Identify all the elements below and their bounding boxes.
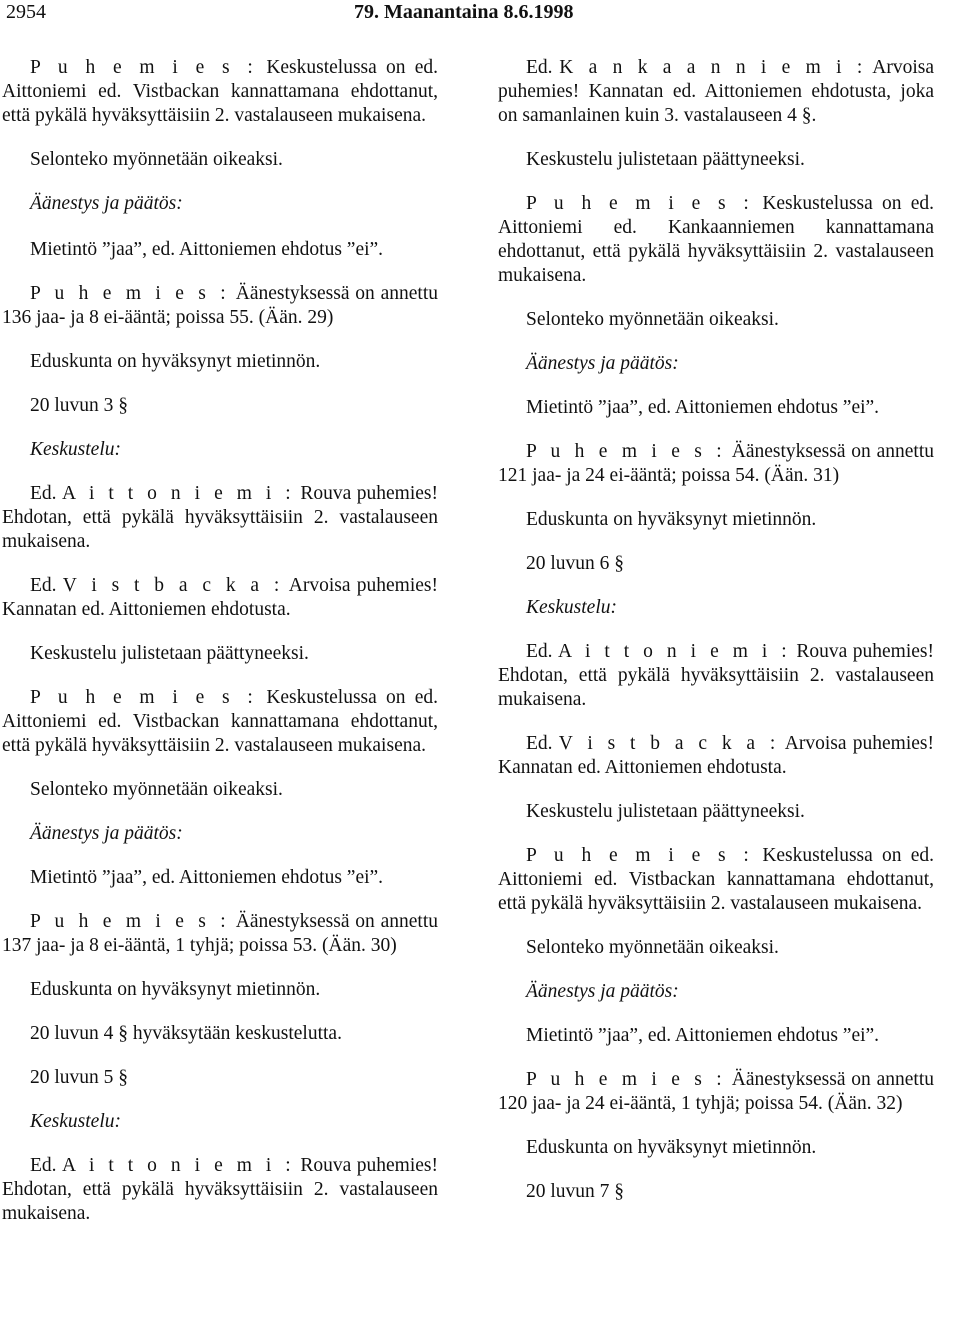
paragraph-text: Mietintö ”jaa”, ed. Aittoniemen ehdotus ”ei”. xyxy=(526,1025,880,1046)
paragraph xyxy=(498,1024,934,1048)
speaker-name: A i t t o n i e m i : xyxy=(61,1155,296,1176)
right-column xyxy=(498,56,934,1224)
paragraph xyxy=(2,866,438,890)
paragraph-text: Rouva puhemies! Ehdotan, että pykälä hyväksyttäisiin 2. vastalauseen mukaisena. xyxy=(2,1155,438,1224)
paragraph-text: Keskustelu julistetaan päättyneeksi. xyxy=(526,801,805,822)
paragraph xyxy=(498,508,934,532)
section-heading xyxy=(2,438,438,462)
paragraph xyxy=(498,640,934,712)
section-heading xyxy=(2,192,438,216)
heading-text: Keskustelu: xyxy=(526,597,617,618)
paragraph xyxy=(2,686,438,758)
heading-text: Keskustelu: xyxy=(30,1111,121,1132)
paragraph-text: Selonteko myönnetään oikeaksi. xyxy=(526,309,779,330)
paragraph-text: Mietintö ”jaa”, ed. Aittoniemen ehdotus ”ei”. xyxy=(30,867,384,888)
speaker-name: P u h e m i e s : xyxy=(30,911,230,932)
paragraph-text: Keskustelussa on ed. Aittoniemi ed. Kankaanniemen kannattamana ehdottanut, että pykälä hyväksyttäisiin 2. vastalauseen mukaisena. xyxy=(498,193,934,286)
page-number: 2954 xyxy=(6,1,46,23)
heading-text: Äänestys ja päätös: xyxy=(526,353,679,374)
paragraph-text: Keskustelussa on ed. Aittoniemi ed. Vistbackan kannattamana ehdottanut, että pykälä hyväksyttäisiin 2. vastalauseen mukaisena. xyxy=(2,687,438,756)
prefix-text: Ed. xyxy=(30,483,62,504)
speaker-name: V i s t b a c k a : xyxy=(62,575,284,596)
paragraph-text: Eduskunta on hyväksynyt mietinnön. xyxy=(526,1137,817,1158)
speaker-name: P u h e m i e s : xyxy=(526,845,754,866)
paragraph xyxy=(498,1068,934,1116)
paragraph-text: Äänestyksessä on annettu 137 jaa- ja 8 ei-ääntä, 1 tyhjä; poissa 53. (Ään. 30) xyxy=(2,911,439,956)
section-number xyxy=(498,552,934,576)
speaker-name: P u h e m i e s : xyxy=(30,283,230,304)
section-heading xyxy=(498,980,934,1004)
paragraph-text: Arvoisa puhemies! Kannatan ed. Aittoniemen ehdotusta. xyxy=(498,733,935,778)
heading-text: Keskustelu: xyxy=(30,439,121,460)
paragraph-text: Arvoisa puhemies! Kannatan ed. Aittoniemen ehdotusta, joka on samanlainen kuin 3. vastalauseen 4 §. xyxy=(498,57,934,126)
section-heading xyxy=(2,822,438,846)
prefix-text: Ed. xyxy=(30,1155,62,1176)
section-heading xyxy=(2,1110,438,1134)
paragraph-text: Keskustelussa on ed. Aittoniemi ed. Vistbackan kannattamana ehdottanut, että pykälä hyväksyttäisiin 2. vastalauseen mukaisena. xyxy=(498,845,934,914)
paragraph-text: Arvoisa puhemies! Kannatan ed. Aittoniemen ehdotusta. xyxy=(2,575,439,620)
speaker-name: P u h e m i e s : xyxy=(526,193,754,214)
speaker-name: P u h e m i e s : xyxy=(526,1069,726,1090)
paragraph xyxy=(498,1136,934,1160)
paragraph-text: 20 luvun 4 § hyväksytään keskustelutta. xyxy=(30,1023,342,1044)
paragraph-text: Keskustelu julistetaan päättyneeksi. xyxy=(30,643,309,664)
session-title: 79. Maanantaina 8.6.1998 xyxy=(354,1,574,23)
heading-text: Äänestys ja päätös: xyxy=(30,823,183,844)
paragraph xyxy=(2,238,438,262)
prefix-text: Ed. xyxy=(526,733,559,754)
paragraph-text: Keskustelussa on ed. Aittoniemi ed. Vistbackan kannattamana ehdottanut, että pykälä hyväksyttäisiin 2. vastalauseen mukaisena. xyxy=(2,57,438,126)
paragraph-text: Selonteko myönnetään oikeaksi. xyxy=(30,779,283,800)
speaker-name: A i t t o n i e m i : xyxy=(557,641,792,662)
paragraph-text: 20 luvun 7 § xyxy=(526,1181,625,1202)
paragraph xyxy=(2,282,438,330)
paragraph xyxy=(498,800,934,824)
paragraph xyxy=(498,56,934,128)
paragraph xyxy=(498,936,934,960)
paragraph xyxy=(498,192,934,288)
paragraph-text: Eduskunta on hyväksynyt mietinnön. xyxy=(526,509,817,530)
speaker-name: P u h e m i e s : xyxy=(526,441,726,462)
paragraph xyxy=(498,148,934,172)
section-number xyxy=(498,1180,934,1204)
paragraph xyxy=(2,978,438,1002)
heading-text: Äänestys ja päätös: xyxy=(526,981,679,1002)
paragraph xyxy=(498,732,934,780)
section-heading xyxy=(498,596,934,620)
paragraph xyxy=(2,1022,438,1046)
paragraph xyxy=(2,642,438,666)
paragraph-text: Äänestyksessä on annettu 120 jaa- ja 24 ei-ääntä, 1 tyhjä; poissa 54. (Ään. 32) xyxy=(498,1069,935,1114)
speaker-name: A i t t o n i e m i : xyxy=(61,483,296,504)
prefix-text: Ed. xyxy=(526,641,558,662)
paragraph-text: Äänestyksessä on annettu 121 jaa- ja 24 ei-ääntä; poissa 54. (Ään. 31) xyxy=(498,441,935,486)
paragraph-text: Äänestyksessä on annettu 136 jaa- ja 8 ei-ääntä; poissa 55. (Ään. 29) xyxy=(2,283,439,328)
paragraph-text: Selonteko myönnetään oikeaksi. xyxy=(526,937,779,958)
paragraph xyxy=(2,778,438,802)
prefix-text: Ed. xyxy=(526,57,560,78)
paragraph xyxy=(2,574,438,622)
paragraph xyxy=(2,482,438,554)
paragraph-text: Selonteko myönnetään oikeaksi. xyxy=(30,149,283,170)
section-number xyxy=(2,394,438,418)
paragraph-text: Rouva puhemies! Ehdotan, että pykälä hyväksyttäisiin 2. vastalauseen mukaisena. xyxy=(498,641,934,710)
paragraph xyxy=(2,1154,438,1226)
paragraph xyxy=(2,350,438,374)
paragraph xyxy=(2,910,438,958)
paragraph-text: Mietintö ”jaa”, ed. Aittoniemen ehdotus ”ei”. xyxy=(526,397,880,418)
paragraph xyxy=(498,844,934,916)
paragraph-text: 20 luvun 6 § xyxy=(526,553,625,574)
paragraph-text: Keskustelu julistetaan päättyneeksi. xyxy=(526,149,805,170)
heading-text: Äänestys ja päätös: xyxy=(30,193,183,214)
section-number xyxy=(2,1066,438,1090)
section-heading xyxy=(498,352,934,376)
prefix-text: Ed. xyxy=(30,575,63,596)
paragraph xyxy=(498,396,934,420)
left-column xyxy=(2,56,438,1246)
speaker-name: V i s t b a c k a : xyxy=(558,733,780,754)
paragraph-text: Mietintö ”jaa”, ed. Aittoniemen ehdotus ”ei”. xyxy=(30,239,384,260)
paragraph-text: Rouva puhemies! Ehdotan, että pykälä hyväksyttäisiin 2. vastalauseen mukaisena. xyxy=(2,483,438,552)
speaker-name: P u h e m i e s : xyxy=(30,687,258,708)
paragraph-text: 20 luvun 5 § xyxy=(30,1067,129,1088)
speaker-name: K a n k a a n n i e m i : xyxy=(559,57,867,78)
speaker-name: P u h e m i e s : xyxy=(30,57,258,78)
paragraph xyxy=(498,308,934,332)
paragraph xyxy=(2,56,438,128)
paragraph-text: 20 luvun 3 § xyxy=(30,395,129,416)
paragraph xyxy=(498,440,934,488)
paragraph-text: Eduskunta on hyväksynyt mietinnön. xyxy=(30,979,321,1000)
paragraph xyxy=(2,148,438,172)
page-header xyxy=(0,0,960,28)
paragraph-text: Eduskunta on hyväksynyt mietinnön. xyxy=(30,351,321,372)
